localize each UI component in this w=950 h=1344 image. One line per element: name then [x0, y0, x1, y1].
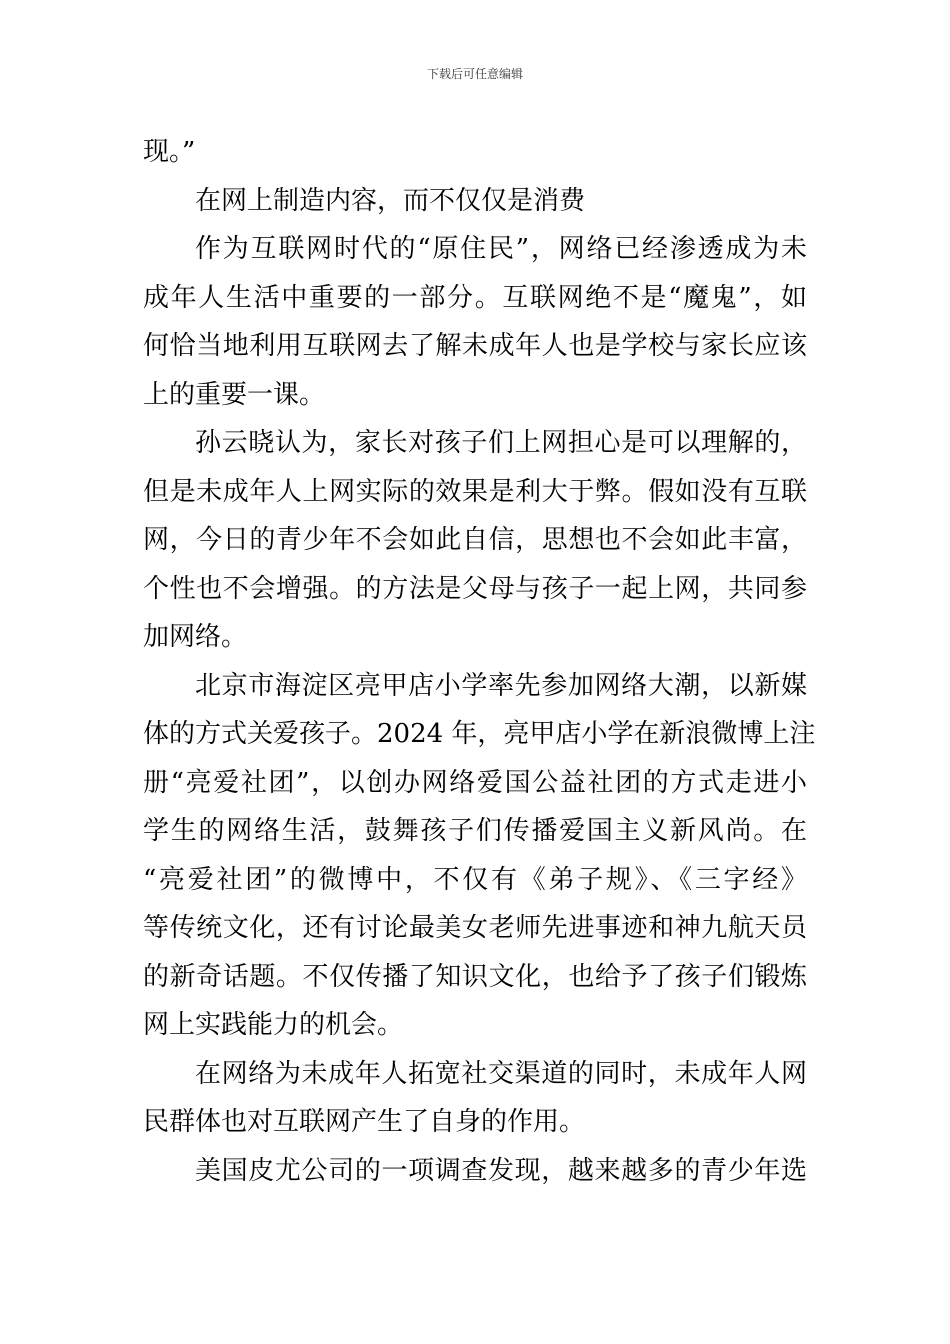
text-line: 北京市海淀区亮甲店小学率先参加网络大潮，以新媒	[195, 670, 807, 701]
text-line: 民群体也对互联网产生了自身的作用。	[143, 1107, 586, 1137]
text-line: 的新奇话题。不仅传播了知识文化，也给予了孩子们锻炼	[143, 961, 807, 992]
text-line: 等传统文化，还有讨论最美女老师先进事迹和神九航天员	[143, 913, 807, 943]
text-line: 网上实践能力的机会。	[143, 1010, 404, 1040]
text-line: 个性也不会增强。的方法是父母与孩子一起上网，共同参	[143, 573, 807, 604]
text-line: 上的重要一课。	[143, 379, 326, 410]
text-line: “亮爱社团”的微博中，不仅有《弟子规》、《三字经》	[143, 864, 807, 895]
text-line: 现。”	[143, 137, 196, 167]
text-line: 加网络。	[143, 622, 248, 652]
text-line: 体的方式关爱孩子。2024 年，亮甲店小学在新浪微博上注	[143, 719, 816, 749]
page-header-note: 下载后可任意编辑	[426, 67, 523, 81]
text-line: 作为互联网时代的“原住民”，网络已经渗透成为未	[195, 234, 807, 264]
text-line: 何恰当地利用互联网去了解未成年人也是学校与家长应该	[143, 331, 807, 361]
text-line: 美国皮尤公司的一项调查发现，越来越多的青少年选	[195, 1155, 807, 1186]
document-body	[143, 128, 816, 1195]
text-line: 但是未成年人上网实际的效果是利大于弊。假如没有互联	[143, 476, 807, 507]
text-line: 成年人生活中重要的一部分。互联网绝不是“魔鬼”，如	[143, 282, 807, 313]
text-line: 在网络为未成年人拓宽社交渠道的同时，未成年人网	[195, 1058, 807, 1089]
text-line: 册“亮爱社团”，以创办网络爱国公益社团的方式走进小	[143, 767, 807, 798]
section-heading: 在网上制造内容，而不仅仅是消费	[195, 185, 586, 216]
text-line: 学生的网络生活，鼓舞孩子们传播爱国主义新风尚。在	[143, 816, 807, 846]
text-line: 网，今日的青少年不会如此自信，思想也不会如此丰富，	[143, 525, 807, 555]
text-line: 孙云晓认为，家长对孩子们上网担心是可以理解的，	[195, 428, 807, 458]
